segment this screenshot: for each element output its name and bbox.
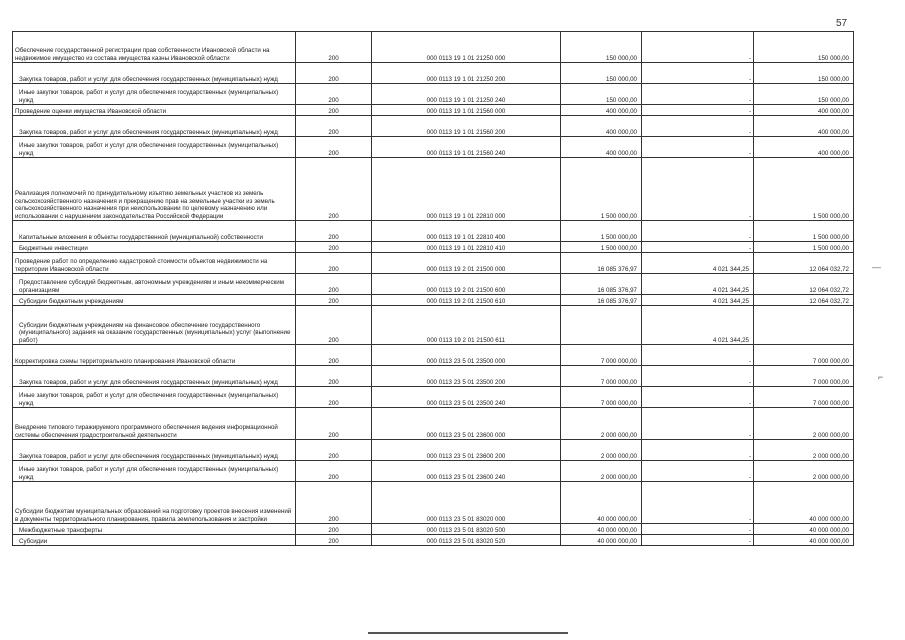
cell-admin-code: 200 xyxy=(296,408,372,440)
cell-remaining-amount: 400 000,00 xyxy=(754,116,854,137)
table-row xyxy=(13,295,854,306)
cell-remaining-amount: 150 000,00 xyxy=(754,63,854,84)
cell-executed-amount: 4 021 344,25 xyxy=(642,274,754,295)
cell-remaining-amount: 400 000,00 xyxy=(754,105,854,116)
cell-budget-code: 000 0113 23 5 01 83020 500 xyxy=(372,524,561,535)
cell-name: Проведение оценки имущества Ивановской области xyxy=(13,105,296,116)
cell-executed-amount: - xyxy=(642,158,754,221)
cell-budget-code: 000 0113 19 1 01 21560 000 xyxy=(372,105,561,116)
cell-budget-code: 000 0113 19 1 01 21250 240 xyxy=(372,84,561,105)
cell-executed-amount: - xyxy=(642,524,754,535)
cell-admin-code: 200 xyxy=(296,63,372,84)
cell-remaining-amount: 7 000 000,00 xyxy=(754,387,854,408)
table-row xyxy=(13,366,854,387)
cell-name: Предоставление субсидий бюджетным, автономным учреждениям и иным некоммерческим организациям xyxy=(13,274,296,295)
cell-approved-amount: 16 085 376,97 xyxy=(561,253,642,274)
margin-scribble: ⌐ xyxy=(878,372,884,382)
cell-name: Закупка товаров, работ и услуг для обеспечения государственных (муниципальных) нужд xyxy=(13,440,296,461)
cell-budget-code: 000 0113 19 1 01 22810 400 xyxy=(372,221,561,242)
table-row xyxy=(13,116,854,137)
cell-remaining-amount: 150 000,00 xyxy=(754,32,854,63)
cell-executed-amount: - xyxy=(642,440,754,461)
cell-executed-amount: - xyxy=(642,535,754,546)
cell-executed-amount: 4 021 344,25 xyxy=(642,306,754,345)
cell-admin-code: 200 xyxy=(296,253,372,274)
cell-name: Субсидии бюджетам муниципальных образований на подготовку проектов внесения изменений в документы территориального планирования, правила землепользования и застройки xyxy=(13,482,296,524)
table-row xyxy=(13,524,854,535)
cell-executed-amount: - xyxy=(642,32,754,63)
page-number: 57 xyxy=(836,18,848,29)
table-row xyxy=(13,482,854,524)
cell-budget-code: 000 0113 19 1 01 21560 240 xyxy=(372,137,561,158)
table-row xyxy=(13,408,854,440)
cell-approved-amount: 40 000 000,00 xyxy=(561,482,642,524)
cell-budget-code: 000 0113 19 2 01 21500 611 xyxy=(372,306,561,345)
cell-approved-amount: 2 000 000,00 xyxy=(561,440,642,461)
cell-admin-code: 200 xyxy=(296,440,372,461)
cell-budget-code: 000 0113 19 2 01 21500 000 xyxy=(372,253,561,274)
table-row xyxy=(13,221,854,242)
cell-budget-code: 000 0113 19 1 01 22810 410 xyxy=(372,242,561,253)
cell-approved-amount: 7 000 000,00 xyxy=(561,387,642,408)
cell-executed-amount: - xyxy=(642,345,754,366)
table-row xyxy=(13,63,854,84)
cell-executed-amount: - xyxy=(642,84,754,105)
cell-remaining-amount: 1 500 000,00 xyxy=(754,158,854,221)
cell-budget-code: 000 0113 19 2 01 21500 600 xyxy=(372,274,561,295)
cell-budget-code: 000 0113 19 1 01 21250 200 xyxy=(372,63,561,84)
cell-remaining-amount: 7 000 000,00 xyxy=(754,345,854,366)
table-row xyxy=(13,306,854,345)
cell-budget-code: 000 0113 23 5 01 23600 240 xyxy=(372,461,561,482)
cell-budget-code: 000 0113 19 1 01 22810 000 xyxy=(372,158,561,221)
cell-admin-code: 200 xyxy=(296,366,372,387)
cell-name: Капитальные вложения в объекты государственной (муниципальной) собственности xyxy=(13,221,296,242)
cell-approved-amount: 1 500 000,00 xyxy=(561,221,642,242)
cell-admin-code: 200 xyxy=(296,524,372,535)
table-row xyxy=(13,105,854,116)
cell-remaining-amount: 7 000 000,00 xyxy=(754,366,854,387)
table-row xyxy=(13,387,854,408)
cell-name: Субсидии бюджетным учреждениям на финансовое обеспечение государственного (муниципального) задания на оказание государственных (муниципальных) услуг (выполнение работ) xyxy=(13,306,296,345)
cell-name: Бюджетные инвестиции xyxy=(13,242,296,253)
table-row xyxy=(13,253,854,274)
cell-approved-amount: 7 000 000,00 xyxy=(561,345,642,366)
cell-executed-amount: - xyxy=(642,482,754,524)
cell-name: Субсидии бюджетным учреждениям xyxy=(13,295,296,306)
budget-execution-table xyxy=(12,31,854,546)
cell-budget-code: 000 0113 23 5 01 83020 000 xyxy=(372,482,561,524)
cell-executed-amount: - xyxy=(642,137,754,158)
cell-remaining-amount: 12 064 032,72 xyxy=(754,253,854,274)
cell-name: Реализация полномочий по принудительному изъятию земельных участков из земель сельскохозяйственного назначения и прекращению прав на земельные участки из земель сельскохозяйственного назначения при неиспользовании по целевому назначению или использовании с нарушением законодательства Российской Федерации xyxy=(13,158,296,221)
cell-budget-code: 000 0113 23 5 01 23600 000 xyxy=(372,408,561,440)
cell-approved-amount: 40 000 000,00 xyxy=(561,535,642,546)
cell-remaining-amount: 40 000 000,00 xyxy=(754,535,854,546)
cell-remaining-amount xyxy=(754,306,854,345)
cell-approved-amount: 7 000 000,00 xyxy=(561,366,642,387)
cell-admin-code: 200 xyxy=(296,32,372,63)
table-row xyxy=(13,535,854,546)
cell-remaining-amount: 2 000 000,00 xyxy=(754,408,854,440)
cell-approved-amount: 400 000,00 xyxy=(561,137,642,158)
cell-executed-amount: - xyxy=(642,116,754,137)
cell-admin-code: 200 xyxy=(296,482,372,524)
cell-name: Закупка товаров, работ и услуг для обеспечения государственных (муниципальных) нужд xyxy=(13,366,296,387)
cell-budget-code: 000 0113 23 5 01 83020 520 xyxy=(372,535,561,546)
table-row xyxy=(13,461,854,482)
cell-admin-code: 200 xyxy=(296,242,372,253)
cell-executed-amount: - xyxy=(642,105,754,116)
cell-executed-amount: - xyxy=(642,461,754,482)
cell-approved-amount: 400 000,00 xyxy=(561,116,642,137)
cell-budget-code: 000 0113 19 2 01 21500 610 xyxy=(372,295,561,306)
cell-executed-amount: - xyxy=(642,387,754,408)
cell-approved-amount: 40 000 000,00 xyxy=(561,524,642,535)
cell-executed-amount: - xyxy=(642,408,754,440)
cell-name: Проведение работ по определению кадастровой стоимости объектов недвижимости на территории Ивановской области xyxy=(13,253,296,274)
cell-budget-code: 000 0113 23 5 01 23500 200 xyxy=(372,366,561,387)
cell-remaining-amount: 1 500 000,00 xyxy=(754,221,854,242)
cell-approved-amount: 1 500 000,00 xyxy=(561,158,642,221)
cell-name: Иные закупки товаров, работ и услуг для обеспечения государственных (муниципальных) нужд xyxy=(13,461,296,482)
cell-budget-code: 000 0113 23 5 01 23500 000 xyxy=(372,345,561,366)
table-row xyxy=(13,274,854,295)
cell-name: Обеспечение государственной регистрации прав собственности Ивановской области на недвижимое имущество из состава имущества казны Ивановской области xyxy=(13,32,296,63)
cell-executed-amount: 4 021 344,25 xyxy=(642,295,754,306)
cell-budget-code: 000 0113 19 1 01 21560 200 xyxy=(372,116,561,137)
cell-remaining-amount: 12 064 032,72 xyxy=(754,274,854,295)
cell-admin-code: 200 xyxy=(296,116,372,137)
table-row xyxy=(13,440,854,461)
cell-approved-amount xyxy=(561,306,642,345)
cell-approved-amount: 400 000,00 xyxy=(561,105,642,116)
page-bottom-rule xyxy=(368,632,568,634)
cell-admin-code: 200 xyxy=(296,84,372,105)
cell-remaining-amount: 150 000,00 xyxy=(754,84,854,105)
cell-admin-code: 200 xyxy=(296,137,372,158)
cell-name: Внедрение типового тиражируемого программного обеспечения ведения информационной системы обеспечения градостроительной деятельности xyxy=(13,408,296,440)
cell-budget-code: 000 0113 23 5 01 23600 200 xyxy=(372,440,561,461)
cell-executed-amount: - xyxy=(642,242,754,253)
cell-name: Закупка товаров, работ и услуг для обеспечения государственных (муниципальных) нужд xyxy=(13,63,296,84)
cell-name: Межбюджетные трансферты xyxy=(13,524,296,535)
table-row xyxy=(13,158,854,221)
cell-admin-code: 200 xyxy=(296,221,372,242)
margin-scribble: ― xyxy=(872,262,881,272)
table-row xyxy=(13,84,854,105)
table-row xyxy=(13,345,854,366)
cell-admin-code: 200 xyxy=(296,295,372,306)
cell-admin-code: 200 xyxy=(296,306,372,345)
cell-admin-code: 200 xyxy=(296,387,372,408)
cell-remaining-amount: 1 500 000,00 xyxy=(754,242,854,253)
cell-approved-amount: 16 085 376,97 xyxy=(561,274,642,295)
table-row xyxy=(13,32,854,63)
cell-approved-amount: 150 000,00 xyxy=(561,63,642,84)
cell-executed-amount: - xyxy=(642,63,754,84)
cell-name: Иные закупки товаров, работ и услуг для обеспечения государственных (муниципальных) нужд xyxy=(13,137,296,158)
cell-admin-code: 200 xyxy=(296,105,372,116)
cell-approved-amount: 2 000 000,00 xyxy=(561,408,642,440)
cell-approved-amount: 2 000 000,00 xyxy=(561,461,642,482)
cell-budget-code: 000 0113 19 1 01 21250 000 xyxy=(372,32,561,63)
cell-admin-code: 200 xyxy=(296,345,372,366)
cell-executed-amount: - xyxy=(642,366,754,387)
cell-remaining-amount: 2 000 000,00 xyxy=(754,440,854,461)
cell-admin-code: 200 xyxy=(296,535,372,546)
cell-remaining-amount: 12 064 032,72 xyxy=(754,295,854,306)
cell-approved-amount: 1 500 000,00 xyxy=(561,242,642,253)
cell-remaining-amount: 400 000,00 xyxy=(754,137,854,158)
cell-budget-code: 000 0113 23 5 01 23500 240 xyxy=(372,387,561,408)
cell-name: Иные закупки товаров, работ и услуг для обеспечения государственных (муниципальных) нужд xyxy=(13,84,296,105)
cell-approved-amount: 16 085 376,97 xyxy=(561,295,642,306)
cell-executed-amount: - xyxy=(642,221,754,242)
cell-name: Субсидии xyxy=(13,535,296,546)
cell-executed-amount: 4 021 344,25 xyxy=(642,253,754,274)
cell-name: Закупка товаров, работ и услуг для обеспечения государственных (муниципальных) нужд xyxy=(13,116,296,137)
cell-admin-code: 200 xyxy=(296,158,372,221)
cell-name: Корректировка схемы территориального планирования Ивановской области xyxy=(13,345,296,366)
table-row xyxy=(13,242,854,253)
cell-approved-amount: 150 000,00 xyxy=(561,32,642,63)
table-row xyxy=(13,137,854,158)
cell-approved-amount: 150 000,00 xyxy=(561,84,642,105)
cell-admin-code: 200 xyxy=(296,274,372,295)
cell-remaining-amount: 40 000 000,00 xyxy=(754,524,854,535)
cell-name: Иные закупки товаров, работ и услуг для обеспечения государственных (муниципальных) нужд xyxy=(13,387,296,408)
cell-admin-code: 200 xyxy=(296,461,372,482)
cell-remaining-amount: 2 000 000,00 xyxy=(754,461,854,482)
cell-remaining-amount: 40 000 000,00 xyxy=(754,482,854,524)
